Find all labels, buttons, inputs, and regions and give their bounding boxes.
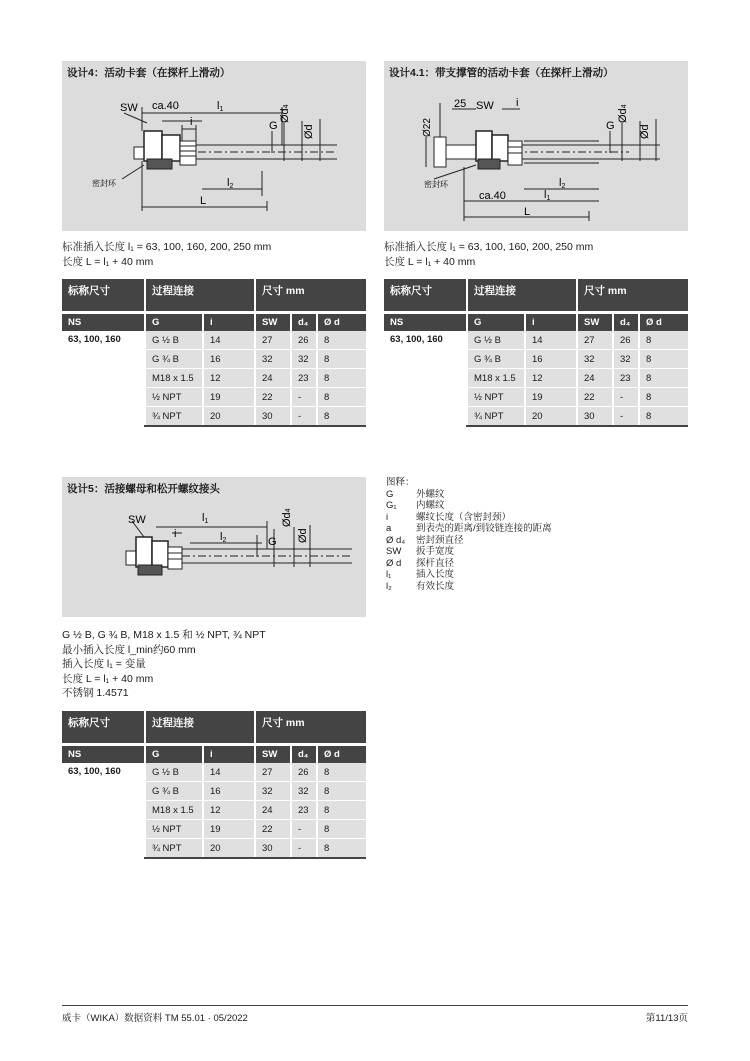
legend-value: 扳手宽度	[416, 546, 455, 557]
table-ns-value: 63, 100, 160	[62, 763, 145, 858]
table-head-ns: 标称尺寸	[62, 279, 145, 313]
table-cell: M18 x 1.5	[467, 369, 525, 388]
design41-label-d4: Ød4	[617, 104, 629, 123]
table-cell: 12	[525, 369, 577, 388]
table-cell: -	[613, 407, 639, 427]
legend-value: 内螺纹	[416, 500, 445, 511]
table-col-ns: NS	[384, 313, 467, 332]
table-cell: 32	[291, 350, 317, 369]
table-head-dimensions: 尺寸 mm	[577, 279, 688, 313]
table-cell: 19	[525, 388, 577, 407]
table-cell: 8	[317, 407, 366, 427]
table-cell: 32	[613, 350, 639, 369]
legend-key: G	[386, 488, 394, 500]
table-cell: 24	[255, 801, 291, 820]
legend-key: i	[386, 511, 389, 523]
table-cell: 19	[203, 388, 255, 407]
table-cell: 8	[317, 388, 366, 407]
table-head-connection: 过程连接	[467, 279, 577, 313]
table-row	[62, 763, 366, 782]
table-col-d4: d₄	[613, 313, 639, 332]
design4-title: 设计4：活动卡套（在探杆上滑动）	[67, 67, 231, 79]
design5-spec-line: G ½ B, G ¾ B, M18 x 1.5 和 ½ NPT, ¾ NPT	[62, 629, 266, 641]
table-cell: 8	[317, 782, 366, 801]
legend-item	[386, 546, 552, 558]
table-cell: 8	[317, 763, 366, 782]
table-cell: ½ NPT	[145, 820, 203, 839]
design41-label-d: Ød	[639, 124, 651, 139]
table-col-d4: d₄	[291, 745, 317, 764]
legend-value: 插入长度	[416, 569, 455, 580]
table-cell: 16	[525, 350, 577, 369]
legend-item	[386, 489, 552, 501]
footer-rule	[62, 1005, 688, 1006]
table-cell: ½ NPT	[467, 388, 525, 407]
design5-label-i: i	[174, 528, 177, 540]
design5-spec-line: 不锈钢 1.4571	[62, 687, 129, 699]
table-cell: -	[291, 839, 317, 859]
design41-label-i: i	[516, 97, 519, 109]
table-cell: 8	[317, 331, 366, 350]
table-cell: G ½ B	[145, 331, 203, 350]
table-cell: G ¾ B	[145, 350, 203, 369]
legend-key: Ø d	[386, 557, 402, 569]
table-cell: 26	[613, 331, 639, 350]
table-head-dimensions: 尺寸 mm	[255, 279, 366, 313]
table-cell: ¾ NPT	[467, 407, 525, 427]
table-cell: 14	[203, 331, 255, 350]
legend-item	[386, 512, 552, 524]
table-col-d: Ø d	[317, 745, 366, 764]
table-col-sw: SW	[255, 745, 291, 764]
design5-spec-line: 长度 L = l₁ + 40 mm	[62, 672, 154, 685]
table-cell: 8	[639, 331, 688, 350]
table-cell: 23	[291, 369, 317, 388]
table-cell: 20	[203, 407, 255, 427]
legend-item	[386, 523, 552, 535]
table-head-connection: 过程连接	[145, 279, 255, 313]
legend-item	[386, 500, 552, 512]
table-cell: ¾ NPT	[145, 407, 203, 427]
table-cell: 16	[203, 782, 255, 801]
table-col-i: i	[203, 313, 255, 332]
design4-label-i: i	[190, 116, 193, 128]
table-ns-value: 63, 100, 160	[384, 331, 467, 426]
design41-spec-line: 标准插入长度 l₁ = 63, 100, 160, 200, 250 mm	[384, 241, 594, 253]
legend-key: l₁	[386, 569, 392, 580]
table-cell: 32	[255, 782, 291, 801]
legend-key: a	[386, 523, 392, 534]
table-col-sw: SW	[577, 313, 613, 332]
legend-item	[386, 569, 552, 581]
table-row	[384, 331, 688, 350]
table-cell: 27	[255, 763, 291, 782]
design41-drawing	[384, 61, 688, 231]
design41-label-sw: SW	[476, 100, 494, 112]
design5-label-l2: l2	[220, 531, 227, 544]
table-head-ns: 标称尺寸	[62, 711, 145, 745]
design4-label-sw: SW	[120, 102, 138, 114]
table-cell: 32	[255, 350, 291, 369]
legend-value: 到表壳的距离/到铰链连接的距离	[416, 523, 552, 534]
legend-item	[386, 558, 552, 570]
table-cell: 22	[577, 388, 613, 407]
table-cell: 20	[525, 407, 577, 427]
table-col-d: Ø d	[639, 313, 688, 332]
legend-key: Ø d₄	[386, 534, 406, 546]
table-cell: 8	[317, 801, 366, 820]
design5-label-l1: l1	[202, 512, 209, 525]
table-cell: 26	[291, 763, 317, 782]
table-cell: G ½ B	[145, 763, 203, 782]
design4-panel	[62, 61, 366, 231]
table-cell: ½ NPT	[145, 388, 203, 407]
design41-label-l2: l2	[559, 177, 566, 190]
table-cell: 32	[577, 350, 613, 369]
table-cell: G ½ B	[467, 331, 525, 350]
table-head-connection: 过程连接	[145, 711, 255, 745]
design4-spec	[62, 240, 271, 269]
legend	[386, 477, 552, 592]
legend-key: G₁	[386, 500, 397, 511]
design5-title: 设计5：活接螺母和松开螺纹接头	[67, 483, 220, 495]
table-cell: 19	[203, 820, 255, 839]
design41-label-d22: Ø22	[422, 118, 433, 137]
table-cell: 14	[525, 331, 577, 350]
design4-spec-line: 长度 L = l₁ + 40 mm	[62, 255, 154, 268]
table-cell: 16	[203, 350, 255, 369]
design4-drawing	[62, 61, 366, 231]
design5-spec-line: 插入长度 l₁ = 变量	[62, 658, 146, 670]
design41-title: 设计4.1：带支撑管的活动卡套（在探杆上滑动）	[389, 67, 614, 79]
design41-spec	[384, 240, 593, 269]
design5-label-g: G	[268, 536, 277, 548]
table-cell: -	[291, 388, 317, 407]
table-cell: ¾ NPT	[145, 839, 203, 859]
table-cell: 32	[291, 782, 317, 801]
design41-label-L: L	[524, 206, 531, 218]
design5-spec-line: 最小插入长度 l_min约60 mm	[62, 643, 196, 656]
legend-key: SW	[386, 546, 402, 557]
table-cell: -	[291, 407, 317, 427]
table-cell: 23	[613, 369, 639, 388]
table-ns-value: 63, 100, 160	[62, 331, 145, 426]
table-cell: 30	[255, 407, 291, 427]
design5-label-d4: Ød4	[281, 508, 293, 527]
table-cell: 8	[317, 839, 366, 859]
design41-table	[384, 279, 688, 427]
table-cell: 30	[577, 407, 613, 427]
table-cell: 8	[639, 350, 688, 369]
design41-label-seal: 密封环	[424, 180, 448, 189]
table-head-ns: 标称尺寸	[384, 279, 467, 313]
table-cell: -	[613, 388, 639, 407]
table-head-dimensions: 尺寸 mm	[255, 711, 366, 745]
footer-page: 第11/13页	[645, 1013, 688, 1024]
design4-label-d: Ød	[303, 124, 315, 139]
design5-drawing	[62, 477, 366, 617]
design4-label-L: L	[200, 195, 207, 207]
table-cell: M18 x 1.5	[145, 369, 203, 388]
design5-label-d: Ød	[297, 528, 309, 543]
table-cell: 8	[639, 407, 688, 427]
design41-spec-line: 长度 L = l₁ + 40 mm	[384, 255, 476, 268]
design4-label-l1: l1	[217, 100, 224, 113]
table-cell: 8	[317, 350, 366, 369]
table-cell: M18 x 1.5	[145, 801, 203, 820]
table-cell: 14	[203, 763, 255, 782]
table-cell: 30	[255, 839, 291, 859]
table-col-ns: NS	[62, 313, 145, 332]
table-cell: 27	[577, 331, 613, 350]
table-cell: 20	[203, 839, 255, 859]
table-cell: 8	[639, 388, 688, 407]
legend-value: 螺纹长度（含密封颈）	[416, 511, 512, 523]
table-col-g: G	[145, 313, 203, 332]
table-row	[62, 331, 366, 350]
legend-value: 密封颈直径	[416, 534, 464, 546]
table-cell: 12	[203, 801, 255, 820]
legend-key: l₂	[386, 580, 392, 592]
design5-label-sw: SW	[128, 514, 146, 526]
table-cell: 26	[291, 331, 317, 350]
legend-title: 图释：	[386, 477, 415, 488]
table-cell: 22	[255, 820, 291, 839]
table-cell: 22	[255, 388, 291, 407]
table-cell: 8	[317, 820, 366, 839]
table-col-g: G	[467, 313, 525, 332]
design5-spec	[62, 628, 266, 701]
table-col-i: i	[203, 745, 255, 764]
table-col-d: Ø d	[317, 313, 366, 332]
table-cell: 24	[255, 369, 291, 388]
design4-table	[62, 279, 366, 427]
table-cell: -	[291, 820, 317, 839]
legend-value: 外螺纹	[416, 488, 445, 500]
table-cell: 27	[255, 331, 291, 350]
design4-label-l2: l2	[227, 177, 234, 190]
table-cell: 24	[577, 369, 613, 388]
table-cell: 8	[639, 369, 688, 388]
table-cell: 8	[317, 369, 366, 388]
table-col-sw: SW	[255, 313, 291, 332]
design4-label-ca: ca.40	[152, 100, 179, 112]
footer-left: 威卡（WIKA）数据资料 TM 55.01 · 05/2022	[62, 1013, 248, 1024]
design4-label-seal: 密封环	[92, 179, 116, 188]
table-cell: G ¾ B	[467, 350, 525, 369]
table-col-g: G	[145, 745, 203, 764]
design4-spec-line: 标准插入长度 l₁ = 63, 100, 160, 200, 250 mm	[62, 241, 272, 253]
table-cell: 23	[291, 801, 317, 820]
design4-label-g: G	[269, 120, 278, 132]
table-cell: 12	[203, 369, 255, 388]
design4-label-d4: Ød4	[279, 104, 291, 123]
legend-item	[386, 581, 552, 593]
legend-value: 有效长度	[416, 580, 455, 592]
legend-value: 探杆直径	[416, 557, 455, 569]
table-cell: G ¾ B	[145, 782, 203, 801]
design41-label-ca: ca.40	[479, 190, 506, 202]
table-col-ns: NS	[62, 745, 145, 764]
design5-panel	[62, 477, 366, 617]
table-col-i: i	[525, 313, 577, 332]
design41-label-g: G	[606, 120, 615, 132]
design41-label-l1: l1	[544, 189, 551, 202]
design5-table	[62, 711, 366, 859]
legend-item	[386, 535, 552, 547]
table-col-d4: d₄	[291, 313, 317, 332]
design41-panel	[384, 61, 688, 231]
design41-label-25: 25	[454, 98, 467, 110]
